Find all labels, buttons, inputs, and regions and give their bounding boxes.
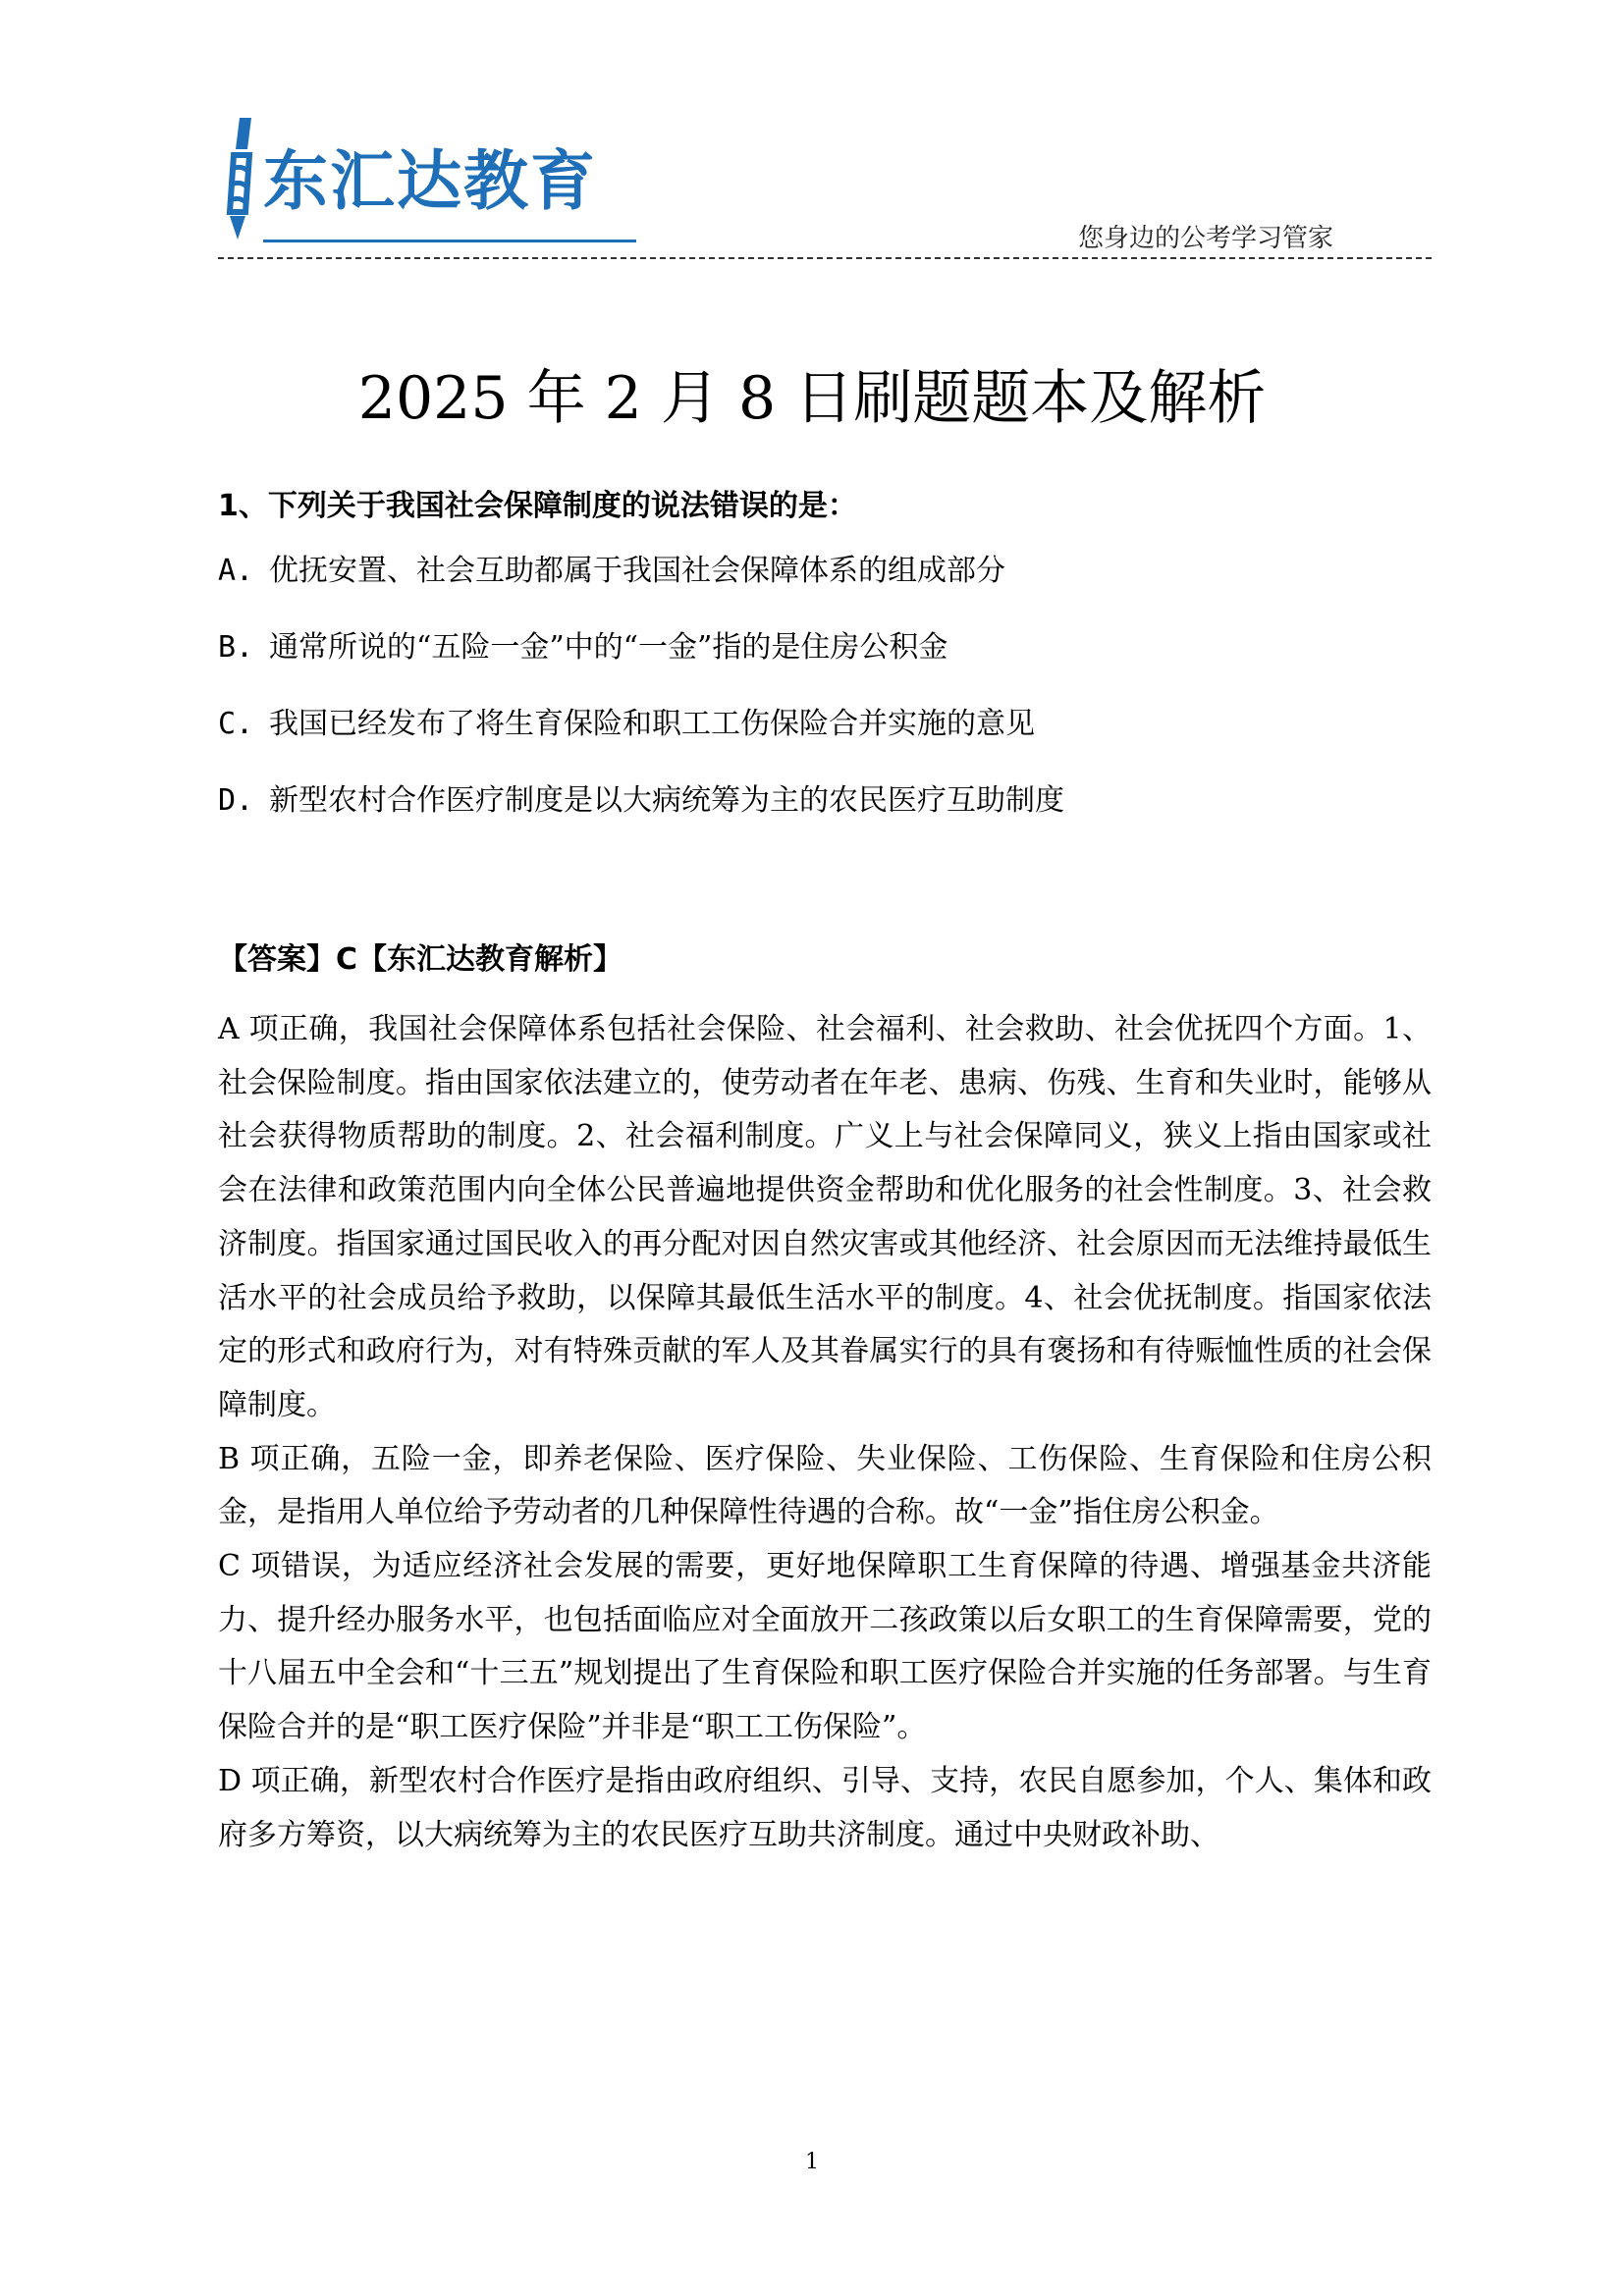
option-letter: B. bbox=[218, 630, 254, 665]
option-letter: A. bbox=[218, 554, 254, 588]
option-b bbox=[218, 628, 1432, 705]
answer-heading: 【答案】C【东汇达教育解析】 bbox=[218, 942, 623, 977]
explanation-paragraph-d: D 项正确，新型农村合作医疗是指由政府组织、引导、支持，农民自愿参加，个人、集体和政府多方筹资，以大病统筹为主的农民医疗互助共济制度。通过中央财政补助、 bbox=[218, 1763, 1432, 1852]
header-slogan: 您身边的公考学习管家 bbox=[1077, 224, 1333, 253]
option-letter: D. bbox=[218, 783, 254, 818]
question-stem: 1、下列关于我国社会保障制度的说法错误的是： bbox=[218, 489, 857, 523]
option-text: 优抚安置、社会互助都属于我国社会保障体系的组成部分 bbox=[269, 554, 1005, 588]
logo-wordmark: 东汇达教育 bbox=[263, 143, 597, 219]
page-number: 1 bbox=[805, 2150, 819, 2174]
option-text: 新型农村合作医疗制度是以大病统筹为主的农民医疗互助制度 bbox=[269, 783, 1064, 818]
explanation-paragraph-a: A 项正确，我国社会保障体系包括社会保险、社会福利、社会救助、社会优抚四个方面。1、社会保险制度。指由国家依法建立的，使劳动者在年老、患病、伤残、生育和失业时，能够从社会获得物质帮助的制度。2、社会福利制度。广义上与社会保障同义，狭义上指由国家或社会在法律和政策范围内向全体公民普遍地提供资金帮助和优化服务的社会性制度。3、社会救济制度。指国家通过国民收入的再分配对因自然灾害或其他经济、社会原因而无法维持最低生活水平的社会成员给予救助，以保障其最低生活水平的制度。4、社会优抚制度。指国家依法定的形式和政府行为，对有特殊贡献的军人及其眷属实行的具有褒扬和有待赈恤性质的社会保障制度。 bbox=[218, 1012, 1432, 1422]
option-a bbox=[218, 552, 1432, 628]
option-d bbox=[218, 781, 1432, 858]
option-list bbox=[218, 552, 1432, 858]
explanation-paragraph-c: C 项错误，为适应经济社会发展的需要，更好地保障职工生育保障的待遇、增强基金共济能力、提升经办服务水平，也包括面临应对全面放开二孩政策以后女职工的生育保障需要，党的十八届五中全会和“十三五”规划提出了生育保险和职工医疗保险合并实施的任务部署。与生育保险合并的是“职工医疗保险”并非是“职工工伤保险”。 bbox=[218, 1549, 1432, 1745]
page-title: 2025 年 2 月 8 日刷题题本及解析 bbox=[357, 364, 1267, 433]
explanation-body bbox=[218, 1003, 1432, 1862]
option-letter: C. bbox=[218, 707, 254, 741]
logo-underline bbox=[263, 240, 636, 242]
pen-nib-icon bbox=[218, 110, 267, 247]
option-text: 我国已经发布了将生育保险和职工工伤保险合并实施的意见 bbox=[269, 707, 1035, 741]
option-c bbox=[218, 705, 1432, 781]
option-text: 通常所说的“五险一金”中的“一金”指的是住房公积金 bbox=[269, 630, 948, 665]
explanation-paragraph-b: B 项正确，五险一金，即养老保险、医疗保险、失业保险、工伤保险、生育保险和住房公积金，是指用人单位给予劳动者的几种保障性待遇的合称。故“一金”指住房公积金。 bbox=[218, 1441, 1432, 1530]
brand-logo bbox=[218, 110, 640, 247]
header-divider bbox=[218, 257, 1432, 259]
